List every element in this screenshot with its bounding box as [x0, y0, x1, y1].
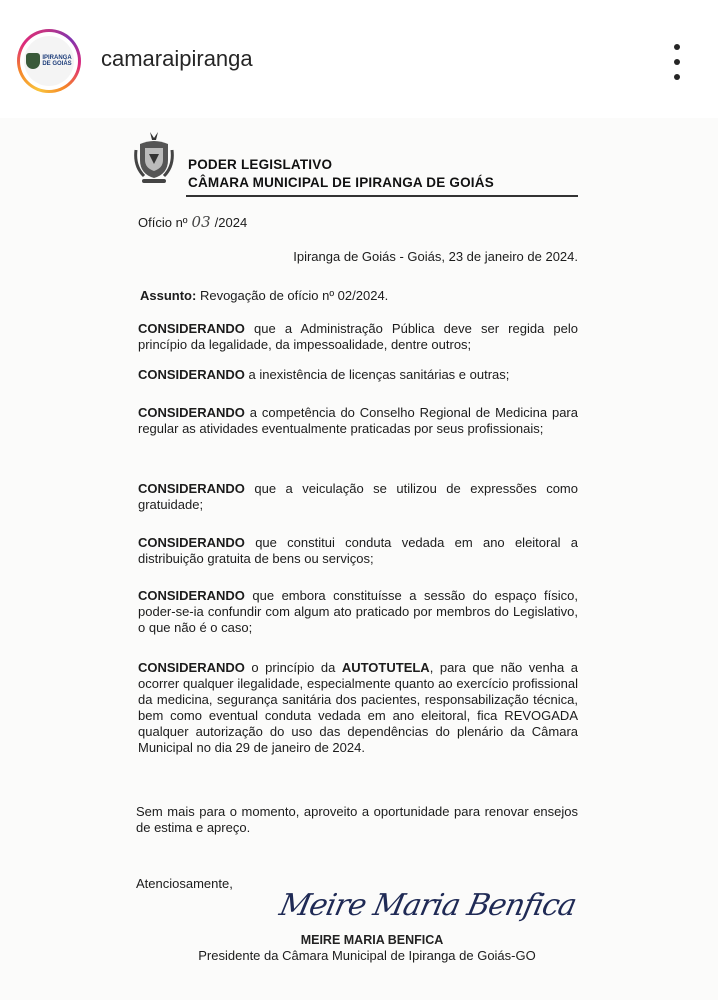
considerando-label: CONSIDERANDO [138, 321, 245, 336]
org-line-2: CÂMARA MUNICIPAL DE IPIRANGA DE GOIÁS [188, 175, 494, 190]
more-options-button[interactable] [670, 44, 684, 80]
avatar-border [20, 32, 78, 90]
subject-label: Assunto: [140, 288, 197, 303]
subject-line [140, 288, 388, 304]
more-vertical-icon [674, 59, 680, 65]
paragraph-text: que a veiculação se utilizou de expressões como gratuidade; [138, 481, 578, 512]
profile-avatar[interactable] [17, 29, 81, 93]
considerando-label: CONSIDERANDO [138, 535, 245, 550]
avatar-logo [24, 36, 74, 86]
considerando-label: CONSIDERANDO [138, 405, 245, 420]
avatar-text-2: DE GOIÁS [42, 61, 72, 67]
considerando-paragraph [138, 321, 578, 353]
considerando-paragraph [138, 660, 578, 756]
coat-of-arms-icon [134, 130, 174, 186]
considerando-label: CONSIDERANDO [138, 367, 245, 382]
paragraph-text: que a Administração Pública deve ser regida pelo princípio da legalidade, da impessoalidade, dentre outros; [138, 321, 578, 352]
org-line-1: PODER LEGISLATIVO [188, 157, 333, 172]
more-vertical-icon [674, 44, 680, 50]
oficio-number-handwritten: 03 [191, 213, 211, 231]
salutation: Atenciosamente, [136, 876, 233, 891]
oficio-suffix: /2024 [214, 215, 248, 230]
oficio-prefix: Ofício nº [138, 215, 188, 230]
considerando-paragraph [138, 367, 578, 383]
considerando-paragraph [138, 535, 578, 567]
paragraph-text: a competência do Conselho Regional de Medicina para regular as atividades eventualmente praticadas por seus profissionais; [138, 405, 578, 436]
place-date: Ipiranga de Goiás - Goiás, 23 de janeiro de 2024. [293, 249, 578, 264]
post-header [0, 0, 718, 120]
subject-text: Revogação de ofício nº 02/2024. [196, 288, 389, 303]
avatar-text-1: IPIRANGA [42, 55, 72, 61]
username-link[interactable]: camaraipiranga [101, 46, 253, 71]
post-image-document[interactable] [0, 118, 718, 1000]
signer-name: MEIRE MARIA BENFICA [300, 933, 444, 947]
more-vertical-icon [674, 74, 680, 80]
considerando-paragraph [138, 481, 578, 513]
paragraph-text: que constitui conduta vedada em ano eleitoral a distribuição gratuita de bens ou serviços; [138, 535, 578, 566]
considerando-label: CONSIDERANDO [138, 481, 245, 496]
paragraph-text: que embora constituísse a sessão do espaço físico, poder-se-ia confundir com algum ato praticado por membros do Legislativo, o que não é o caso; [138, 588, 578, 635]
oficio-number [138, 214, 247, 231]
signer-role: Presidente da Câmara Municipal de Ipiranga de Goiás-GO [198, 948, 536, 963]
handwritten-signature: Meire Maria Benfica [276, 888, 579, 923]
considerando-label: CONSIDERANDO [138, 588, 245, 603]
paragraph-text: o princípio da [244, 660, 342, 675]
considerando-paragraph [138, 405, 578, 437]
autotutela-bold: AUTOTUTELA [341, 660, 430, 675]
crest-icon [26, 53, 40, 69]
header-divider [186, 195, 578, 197]
org-header [188, 156, 494, 192]
paragraph-text: a inexistência de licenças sanitárias e outras; [244, 367, 510, 382]
closing-paragraph: Sem mais para o momento, aproveito a oportunidade para renovar ensejos de estima e apreço. [136, 804, 578, 835]
considerando-paragraph [138, 588, 578, 636]
paragraph-text: , para que não venha a ocorrer qualquer ilegalidade, especialmente quanto ao exercício profissional da medicina, segurança sanitária dos pacientes, responsabilização técnica, bem como eventual conduta vedada em ano eleitoral, fica REVOGADA qualquer autorização do uso das dependências do plenário da Câmara Municipal no dia 29 de janeiro de 2024. [138, 660, 578, 755]
considerando-label: CONSIDERANDO [138, 660, 245, 675]
